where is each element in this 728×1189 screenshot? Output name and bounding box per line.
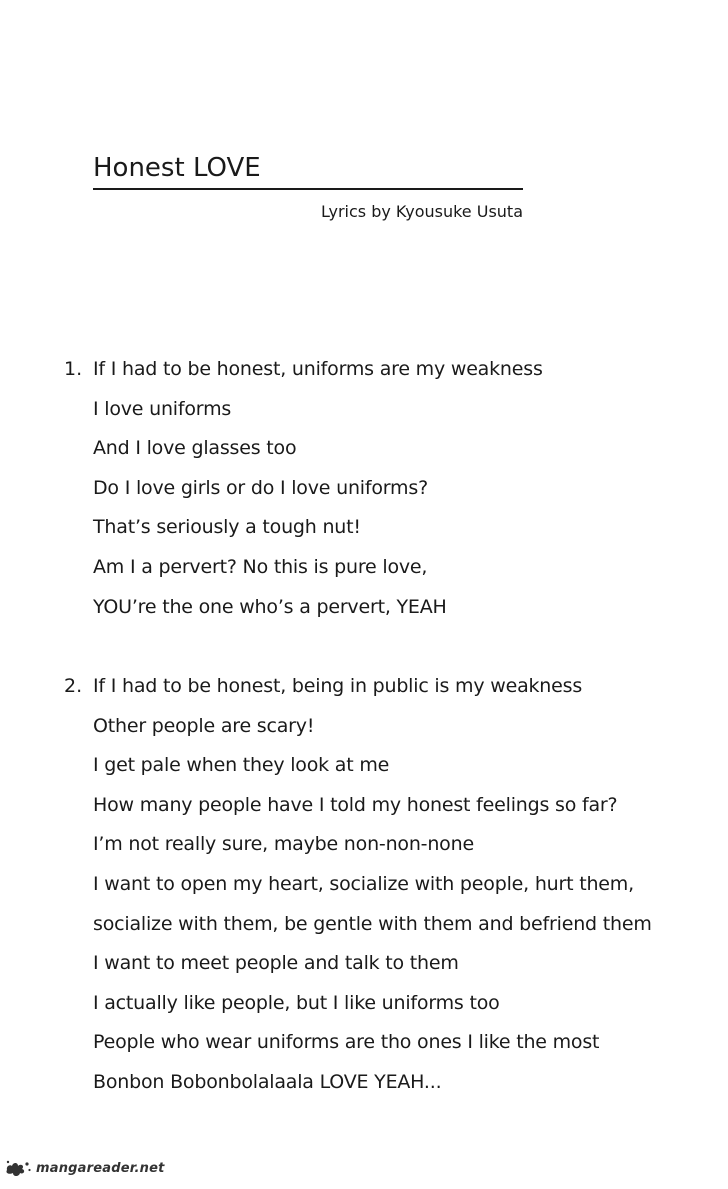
lyric-line: And I love glasses too	[93, 437, 297, 460]
lyric-line: Do I love girls or do I love uniforms?	[93, 476, 428, 499]
page-title: Honest LOVE	[93, 153, 261, 183]
site-watermark	[4, 1156, 165, 1180]
verse-1	[64, 355, 713, 632]
lyric-line: People who wear uniforms are tho ones I like the most	[93, 1031, 600, 1054]
lyric-line: That’s seriously a tough nut!	[93, 516, 361, 539]
lyric-line: Am I a pervert? No this is pure love,	[93, 555, 428, 578]
lyrics-credit: Lyrics by Kyousuke Usuta	[321, 202, 523, 221]
lyric-line: I’m not really sure, maybe non-non-none	[93, 833, 474, 856]
watermark-text: mangareader.net	[36, 1160, 165, 1176]
lyric-line: I want to meet people and talk to them	[93, 952, 459, 975]
lyric-line: If I had to be honest, uniforms are my weakness	[93, 358, 543, 380]
lyric-line: If I had to be honest, being in public is my weakness	[93, 675, 583, 697]
lyric-line: YOU’re the one who’s a pervert, YEAH	[93, 595, 447, 618]
lyric-line: I want to open my heart, socialize with people, hurt them,	[93, 872, 634, 895]
splat-logo-icon	[4, 1158, 34, 1178]
verse-number: 2.	[64, 675, 83, 697]
verse-number: 1.	[64, 358, 83, 380]
title-underline	[93, 188, 523, 190]
verse-2	[64, 672, 713, 1108]
lyric-line: socialize with them, be gentle with them and befriend them	[93, 912, 652, 935]
lyric-line: How many people have I told my honest feelings so far?	[93, 793, 618, 816]
lyric-line: Other people are scary!	[93, 714, 315, 737]
lyric-line: Bonbon Bobonbolalaala LOVE YEAH...	[93, 1070, 442, 1093]
lyric-line: I get pale when they look at me	[93, 754, 390, 777]
lyric-line: I love uniforms	[93, 397, 232, 420]
lyric-line: I actually like people, but I like uniforms too	[93, 991, 500, 1014]
